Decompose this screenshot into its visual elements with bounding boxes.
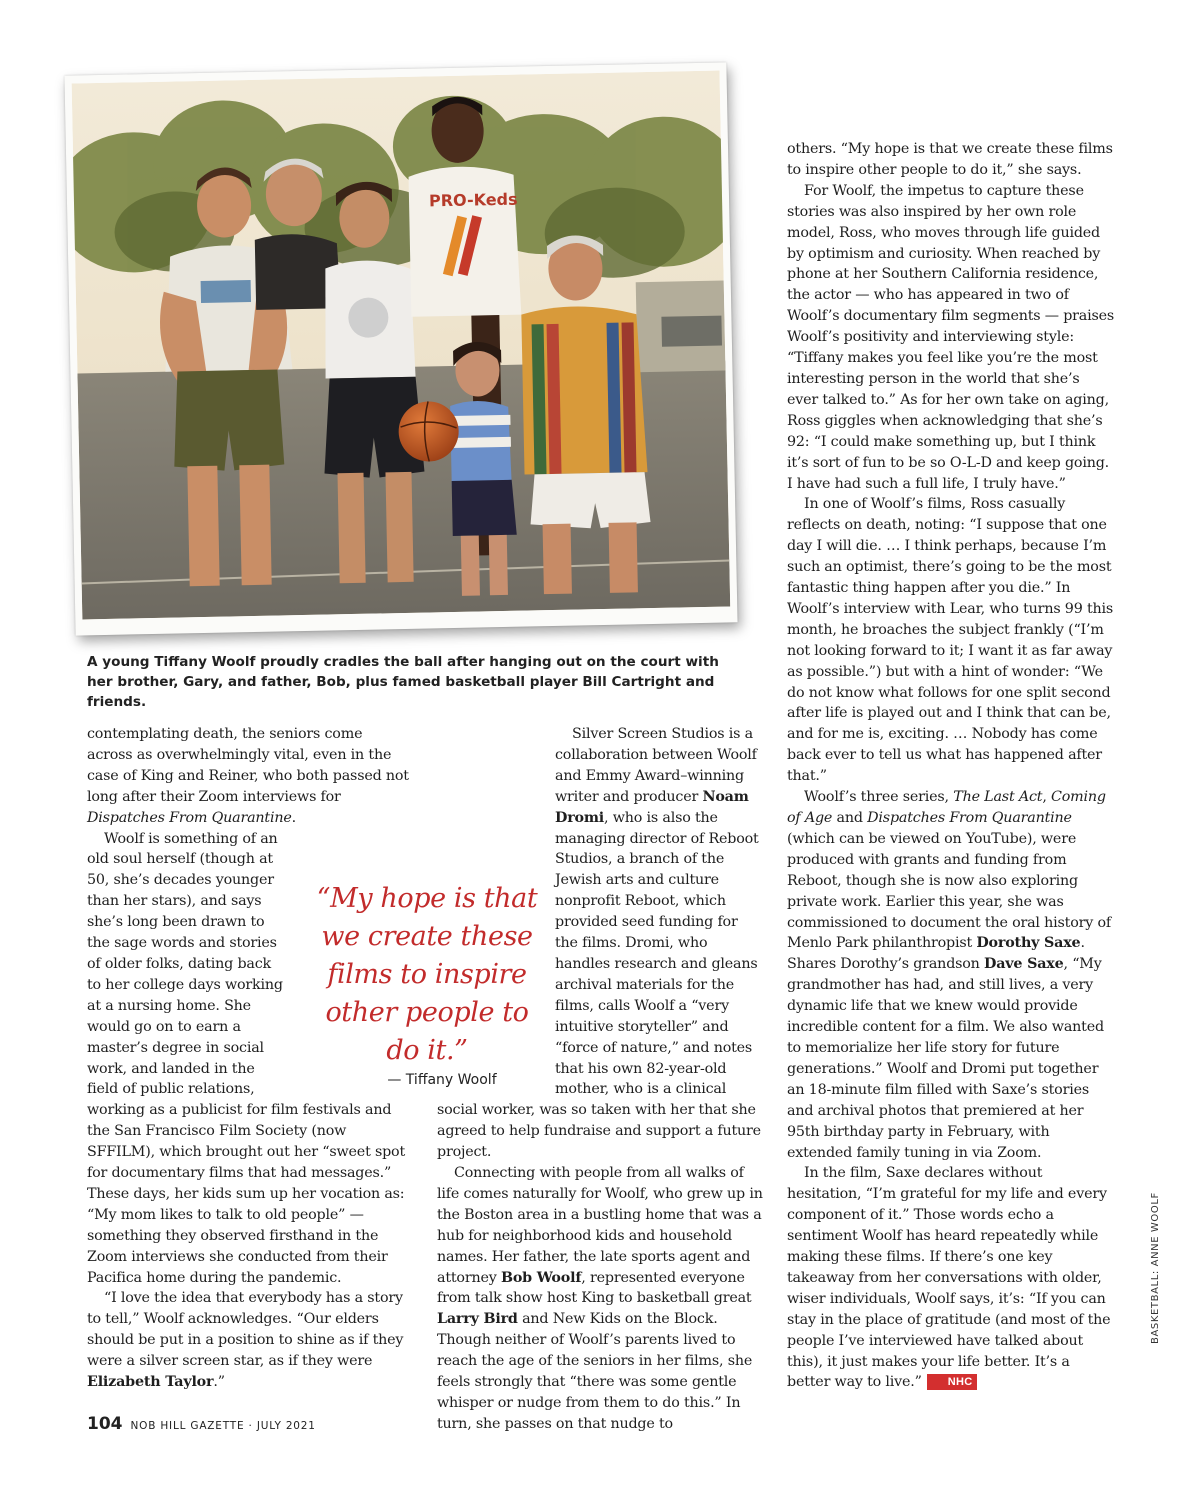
photo-credit: BASKETBALL: ANNE WOOLF [1150,1192,1161,1344]
paragraph: In one of Woolf’s films, Ross casually reflects on death, noting: “I suppose that one day I will die. … I think perhaps, because I’m such an optimist, there’s going to be the most fantastic thing happen after you die.” In Woolf’s interview with Lear, who turns 99 this month, he broaches the subject frankly (“I’m not looking forward to it; I want it as far away as possible.”) but with a hint of wonder: “We do not know what follows for one split second after life is played out and I think that can be, and for me is, exciting. … Nobody has come back ever to tell us what has happened after that.” [787,496,1114,785]
paragraph: “I love the idea that everybody has a story to tell,” Woolf acknowledges. “Our elders should be put in a position to shine as if they were a silver screen star, as if they were Elizabeth Taylor.” [87,1290,404,1391]
publication-line: NOB HILL GAZETTE · JULY 2021 [130,1420,316,1432]
group-photo [72,71,731,620]
article-column-right [787,139,1114,1393]
photo-frame [64,62,737,635]
paragraph: For Woolf, the impetus to capture these stories was also inspired by her own role model, Ross, who moves through life guided by optimism and curiosity. When reached by phone at her Southern California residence, the actor — who has appeared in two of Woolf’s documentary film segments — praises Woolf’s positivity and interviewing style: “Tiffany makes you feel like you’re the most interesting person in the world that she’s ever talked to.” As for her own take on aging, Ross giggles when acknowledging that she’s 92: “I could make something up, but I think it’s sort of fun to be so O-L-D and keep going. I have had such a full life, I truly have.” [787,182,1115,492]
paragraph: Woolf’s three series, The Last Act, Coming of Age and Dispatches From Quarantine (which can be viewed on YouTube), were produced with grants and funding from Reboot, though she is now also exploring private work. Earlier this year, she was commissioned to document the oral history of Menlo Park philanthropist Dorothy Saxe. Shares Dorothy’s grandson Dave Saxe, “My grandmother has had, and still lives, a very dynamic life that we knew would provide incredible content for a film. We also wanted to memorialize her life story for future generations.” Woolf and Dromi put together an 18-minute film filled with Saxe’s stories and archival photos that premiered at her 95th birthday party in February, with extended family tuning in via Zoom. [787,789,1111,1161]
paragraph: Silver Screen Studios is a collaboration between Woolf and Emmy Award–winning writer and producer Noam Dromi, who is also the managing director of Reboot Studios, a branch of the Jewish arts and culture nonprofit Reboot, which provided seed funding for the films. Dromi, who handles research and gleans archival materials for the films, calls Woolf a “very intuitive storyteller” and “force of nature,” and notes that his own 82-year-old mother, who is a clinical social worker, was so taken with her that she agreed to help fundraise and support a future project. [437,726,761,1161]
page-footer [87,1414,316,1434]
pull-quote [312,880,542,1088]
end-mark-badge: NHC [927,1374,977,1390]
svg-text:PRO-Keds: PRO-Keds [428,189,518,211]
paragraph: Woolf is something of an old soul herself (though at 50, she’s decades younger than her stars), and says she’s long been drawn to the sage words and stories of older folks, dating back to her college days working at a nursing home. She would go on to earn a master’s degree in social work, and landed in the field of public relations, working as a publicist for film festivals and the San Francisco Film Society (now SFFILM), which brought out her “sweet spot for documentary films that had messages.” These days, her kids sum up her vocation as: “My mom likes to talk to old people” — something they observed firsthand in the Zoom interviews she conducted from their Pacifica home during the pandemic. [87,830,405,1286]
paragraph: others. “My hope is that we create these films to inspire other people to do it,” she says. [787,141,1113,178]
pull-quote-attribution: — Tiffany Woolf [387,1072,497,1088]
paragraph: Connecting with people from all walks of life comes naturally for Woolf, who grew up in the Boston area in a bustling home that was a hub for neighborhood kids and household names. Her father, the late sports agent and attorney Bob Woolf, represented everyone from talk show host King to basketball great Larry Bird and New Kids on the Block. Though neither of Woolf’s parents lived to reach the age of the seniors in her films, she feels strongly that “there was some gentle whisper or nudge from them to do this.” In turn, she passes on that nudge to [437,1165,763,1432]
paragraph: In the film, Saxe declares without hesitation, “I’m grateful for my life and every component of it.” Those words echo a sentiment Woolf has heard repeatedly while making these films. If there’s one key takeaway from her conversations with older, wiser individuals, Woolf says, it’s: “If you can stay in the place of gratitude (and most of the people I’ve interviewed have talked about this), it just makes your life better. It’s a better way to live.” NHC [787,1165,1111,1391]
photo-caption: A young Tiffany Woolf proudly cradles the ball after hanging out on the court with her brother, Gary, and father, Bob, plus famed basketball player Bill Cartright and friends. [87,654,719,710]
pull-quote-text: “My hope is that we create these films to inspire other people to do it.” [316,883,538,1066]
paragraph: contemplating death, the seniors come across as overwhelmingly vital, even in the case of King and Reiner, who both passed not long after their Zoom interviews for Dispatches From Quarantine. [87,726,409,826]
page-number: 104 [87,1414,123,1434]
